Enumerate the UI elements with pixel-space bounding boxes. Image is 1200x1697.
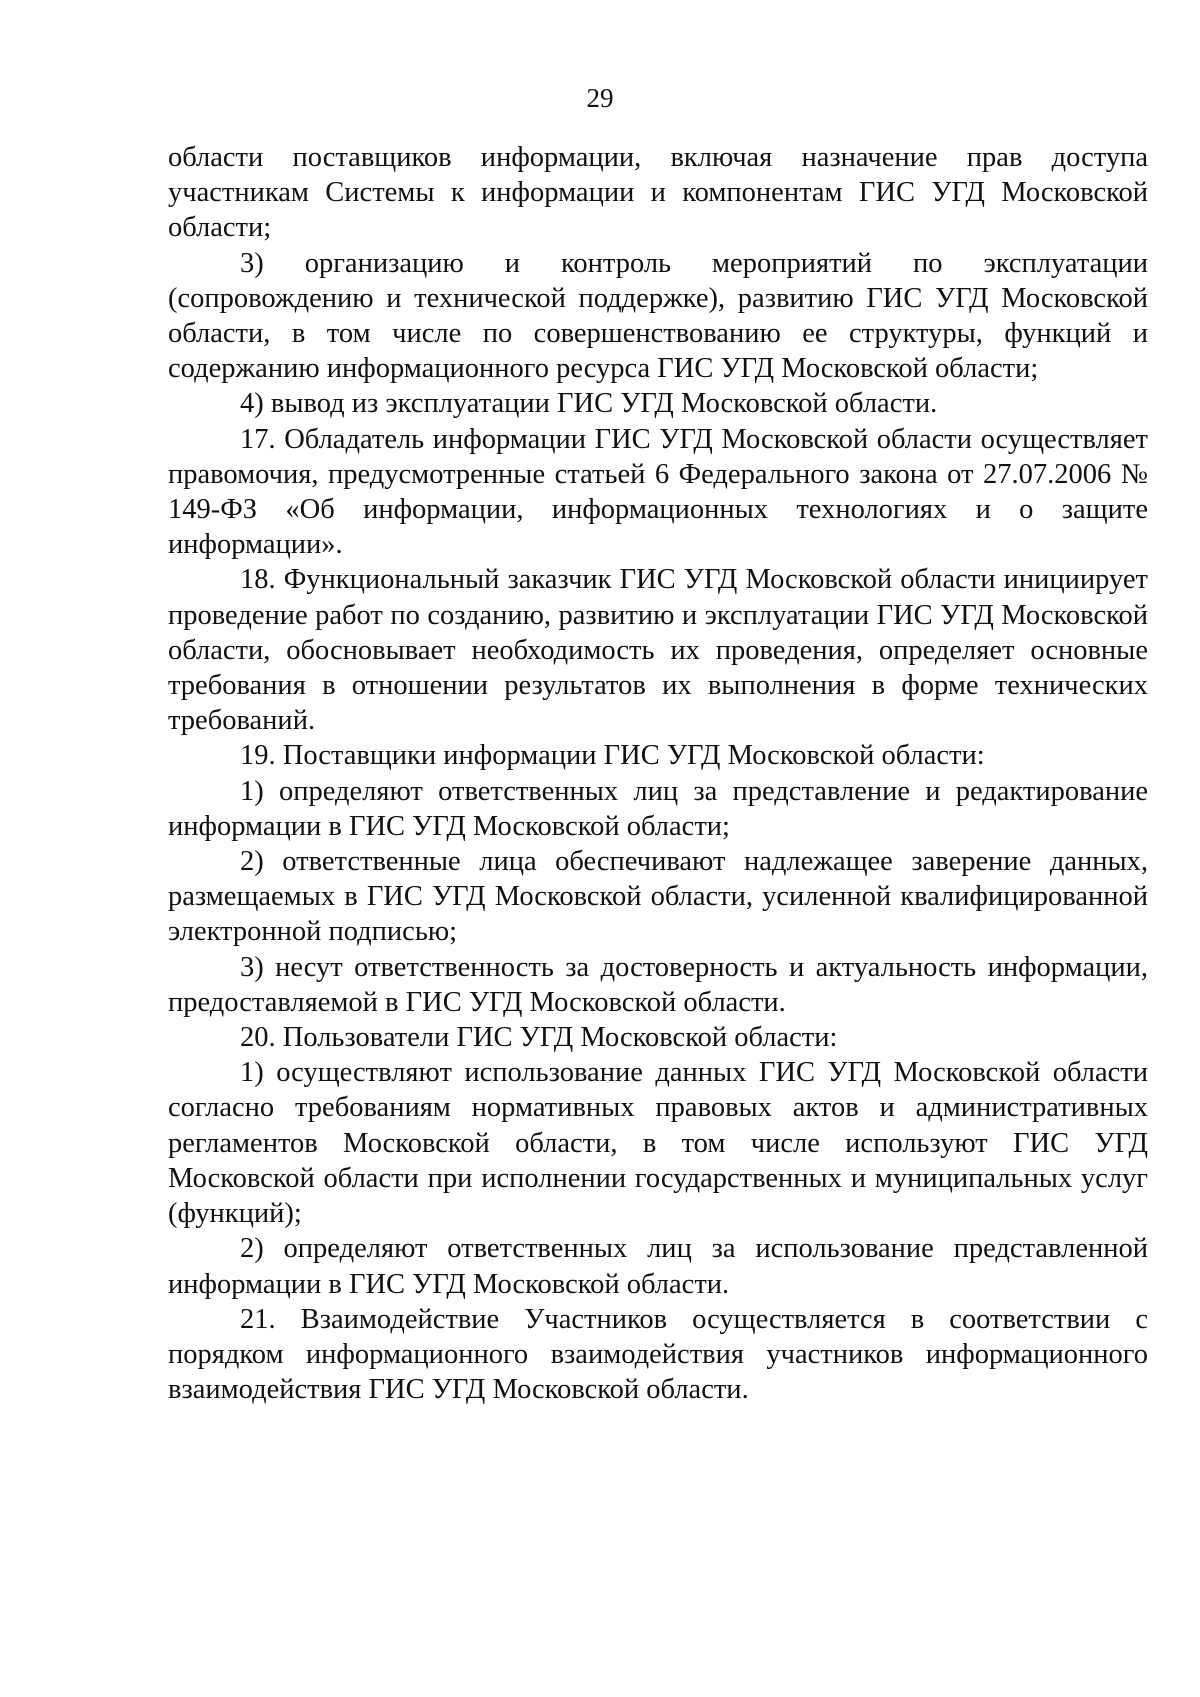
paragraph-21: 21. Взаимодействие Участников осуществляется в соответствии с порядком информационного взаимодействия участников информационного взаимодействия ГИС УГД Московской области. xyxy=(168,1303,1148,1406)
paragraph-19-item-2: 2) ответственные лица обеспечивают надлежащее заверение данных, размещаемых в ГИС УГД Московской области, усиленной квалифицированной электронной подписью; xyxy=(168,846,1148,948)
paragraph-19: 19. Поставщики информации ГИС УГД Московской области: xyxy=(240,740,985,772)
paragraph-19-item-3: 3) несут ответственность за достоверность и актуальность информации, предоставляемой в ГИС УГД Московской области. xyxy=(168,951,1148,1018)
paragraph-20-item-1: 1) осуществляют использование данных ГИС УГД Московской области согласно требованиям нормативных правовых актов и административных регламентов Московской области, в том числе используют ГИС УГД Московской области при исполнении государственных и муниципальных услуг (функций); xyxy=(168,1057,1148,1230)
paragraph-continuation: области поставщиков информации, включая назначение прав доступа участникам Системы к информации и компонентам ГИС УГД Московской области; xyxy=(168,142,1148,244)
paragraph-item-4: 4) вывод из эксплуатации ГИС УГД Московской области. xyxy=(240,388,938,420)
paragraph-17: 17. Обладатель информации ГИС УГД Московской области осуществляет правомочия, предусмотренные статьей 6 Федерального закона от 27.07.2006 № 149-ФЗ «Об информации, информационных технологиях и о защите информации». xyxy=(168,423,1148,561)
paragraph-19-item-1: 1) определяют ответственных лиц за представление и редактирование информации в ГИС УГД Московской области; xyxy=(168,775,1148,842)
paragraph-20: 20. Пользователи ГИС УГД Московской области: xyxy=(240,1022,838,1054)
paragraph-18: 18. Функциональный заказчик ГИС УГД Московской области инициирует проведение работ по созданию, развитию и эксплуатации ГИС УГД Московской области, обосновывает необходимость их проведения, определяет основные требования в отношении результатов их выполнения в форме технических требований. xyxy=(168,564,1148,737)
paragraph-20-item-2: 2) определяют ответственных лиц за использование представленной информации в ГИС УГД Московской области. xyxy=(168,1233,1148,1300)
document-body xyxy=(168,140,1148,1407)
page-number: 29 xyxy=(586,83,614,113)
paragraph-item-3: 3) организацию и контроль мероприятий по эксплуатации (сопровождению и технической поддержке), развитию ГИС УГД Московской области, в том числе по совершенствованию ее структуры, функций и содержанию информационного ресурса ГИС УГД Московской области; xyxy=(168,247,1148,385)
